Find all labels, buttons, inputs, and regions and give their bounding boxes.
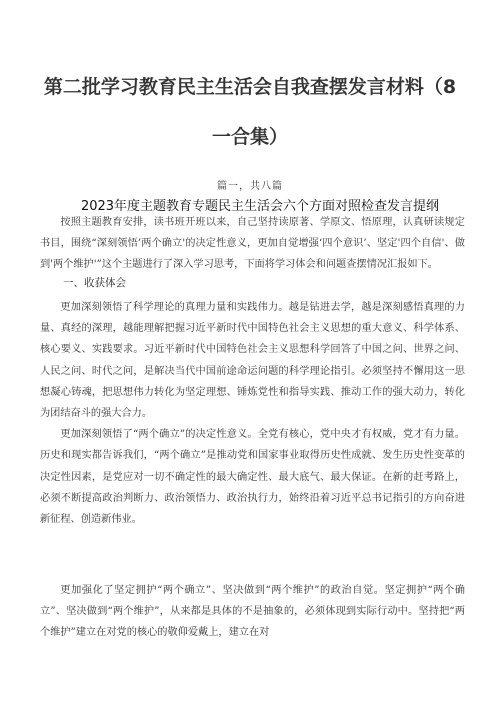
section-label: 篇一，共八篇 [217, 181, 283, 192]
body-paragraph-3: 更加强化了坚定拥护“两个确立”、坚决做到“两个维护”的政治自觉。坚定拥护“两个确立”、坚决做到“两个维护”，从来都是具体的不是抽象的，必须体现到实际行动中。坚持把“两个维护”建立在对党的核心的敬仰爱戴上，建立在对 [40, 585, 465, 639]
document-subtitle: 2023年度主题教育专题民主生活会六个方面对照检查发言提纲 [80, 199, 440, 214]
body-block-2 [40, 580, 465, 644]
document-title-line-1: 第二批学习教育民主生活会自我查摆发言材料（8 [43, 76, 457, 98]
document-title-line-2: 一合集） [211, 126, 288, 148]
body-paragraph-1: 更加深刻领悟了科学理论的真理力量和实践伟力。越是钻进去学，越是深刻感悟真理的力量、真经的深理，越能理解把握习近平新时代中国特色社会主义思想的重大意义、科学体系、核心要义、实践要求。习近平新时代中国特色社会主义思想科学回答了中国之问、世界之问、人民之问、时代之问，是解决当代中国前途命运问题的科学理论指引。必须坚持不懈用这一思想凝心铸魂，把思想伟力转化为坚定理想、锤炼党性和指导实践、推动工作的强大动力，转化为团结奋斗的强大合力。 [40, 302, 465, 420]
intro-paragraph: 按照主题教育安排，读书班开班以来，自己坚持读原著、学原文、悟原理，认真研读规定书目，围绕“深刻领悟’两个确立'的决定性意义，更加自觉增强‘四个意识’、坚定'四个自信'、做到'两个维护'”这个主题进行了深入学习思考，下面将学习体会和问题查摆情况汇报如下。 [40, 217, 465, 271]
section-heading-1: 一、收获体会 [63, 277, 126, 289]
body-block-1 [40, 297, 465, 530]
intro-block [40, 212, 465, 276]
body-paragraph-2: 更加深刻领悟了“两个确立”的决定性意义。全党有核心，党中央才有权威，党才有力量。历史和现实都告诉我们，“两个确立”是推动党和国家事业取得历史性成就、发生历史性变革的决定性因素，是党应对一切不确定性的最大确定性、最大底气、最大保证。在新的赶考路上，必须不断提高政治判断力、政治领悟力、政治执行力，始终沿着习近平总书记指引的方向奋进新征程、创造新伟业。 [40, 429, 465, 526]
